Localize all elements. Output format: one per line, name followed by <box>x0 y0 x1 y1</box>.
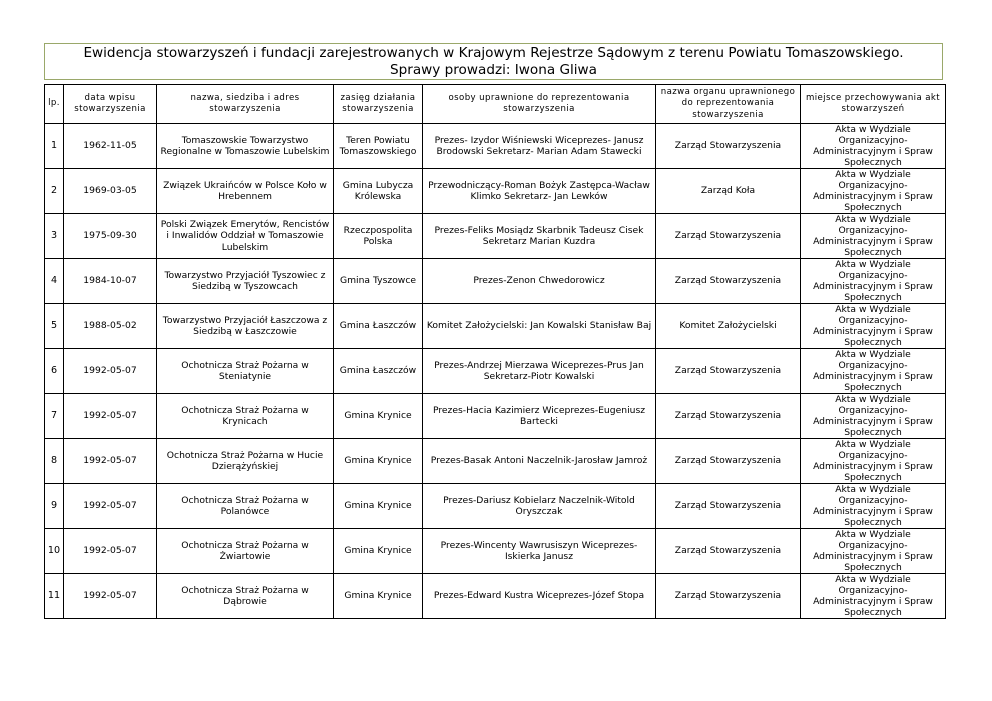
cell-scope: Gmina Krynice <box>334 484 423 529</box>
col-header-persons: osoby uprawnione do reprezentowania stowarzyszenia <box>423 85 656 124</box>
title-line-2: Sprawy prowadzi: Iwona Gliwa <box>389 62 598 78</box>
cell-persons: Prezes- Izydor Wiśniewski Wiceprezes- Janusz Brodowski Sekretarz- Marian Adam Stawecki <box>423 124 656 169</box>
cell-lp: 4 <box>45 259 64 304</box>
cell-lp: 5 <box>45 304 64 349</box>
cell-scope: Gmina Krynice <box>334 529 423 574</box>
registry-table <box>44 84 946 619</box>
cell-organ: Zarząd Koła <box>656 169 801 214</box>
cell-organ: Zarząd Stowarzyszenia <box>656 349 801 394</box>
cell-date: 1984-10-07 <box>64 259 157 304</box>
table-row <box>45 124 946 169</box>
cell-akta: Akta w Wydziale Organizacyjno-Administracyjnym i Spraw Społecznych <box>801 124 946 169</box>
table-row <box>45 439 946 484</box>
cell-persons: Prezes-Basak Antoni Naczelnik-Jarosław Jamroż <box>423 439 656 484</box>
cell-scope: Gmina Łaszczów <box>334 349 423 394</box>
table-row <box>45 529 946 574</box>
cell-akta: Akta w Wydziale Organizacyjno-Administracyjnym i Spraw Społecznych <box>801 529 946 574</box>
cell-name: Ochotnicza Straż Pożarna w Dąbrowie <box>157 574 334 619</box>
cell-persons: Prezes-Wincenty Wawrusiszyn Wiceprezes-Iskierka Janusz <box>423 529 656 574</box>
cell-organ: Zarząd Stowarzyszenia <box>656 124 801 169</box>
cell-akta: Akta w Wydziale Organizacyjno-Administracyjnym i Spraw Społecznych <box>801 574 946 619</box>
cell-persons: Prezes-Edward Kustra Wiceprezes-Józef Stopa <box>423 574 656 619</box>
cell-scope: Teren Powiatu Tomaszowskiego <box>334 124 423 169</box>
cell-organ: Zarząd Stowarzyszenia <box>656 484 801 529</box>
cell-name: Towarzystwo Przyjaciół Łaszczowa z Siedzibą w Łaszczowie <box>157 304 334 349</box>
cell-name: Ochotnicza Straż Pożarna w Steniatynie <box>157 349 334 394</box>
cell-scope: Gmina Krynice <box>334 394 423 439</box>
col-header-scope: zasięg działania stowarzyszenia <box>334 85 423 124</box>
cell-akta: Akta w Wydziale Organizacyjno-Administracyjnym i Spraw Społecznych <box>801 484 946 529</box>
cell-organ: Zarząd Stowarzyszenia <box>656 529 801 574</box>
cell-akta: Akta w Wydziale Organizacyjno-Administracyjnym i Spraw Społecznych <box>801 349 946 394</box>
cell-name: Tomaszowskie Towarzystwo Regionalne w Tomaszowie Lubelskim <box>157 124 334 169</box>
col-header-lp: lp. <box>45 85 64 124</box>
cell-name: Polski Związek Emerytów, Rencistów i Inwalidów Oddział w Tomaszowie Lubelskim <box>157 214 334 259</box>
cell-organ: Zarząd Stowarzyszenia <box>656 259 801 304</box>
cell-name: Towarzystwo Przyjaciół Tyszowiec z Siedzibą w Tyszowcach <box>157 259 334 304</box>
cell-lp: 9 <box>45 484 64 529</box>
col-header-akta: miejsce przechowywania akt stowarzyszeń <box>801 85 946 124</box>
cell-organ: Zarząd Stowarzyszenia <box>656 439 801 484</box>
col-header-date: data wpisu stowarzyszenia <box>64 85 157 124</box>
cell-persons: Prezes-Feliks Mosiądz Skarbnik Tadeusz Cisek Sekretarz Marian Kuzdra <box>423 214 656 259</box>
cell-date: 1992-05-07 <box>64 484 157 529</box>
cell-date: 1992-05-07 <box>64 529 157 574</box>
cell-lp: 1 <box>45 124 64 169</box>
table-row <box>45 394 946 439</box>
cell-lp: 6 <box>45 349 64 394</box>
cell-date: 1992-05-07 <box>64 394 157 439</box>
cell-scope: Gmina Lubycza Królewska <box>334 169 423 214</box>
cell-organ: Zarząd Stowarzyszenia <box>656 394 801 439</box>
cell-persons: Przewodniczący-Roman Bożyk Zastępca-Wacław Klimko Sekretarz- Jan Lewków <box>423 169 656 214</box>
table-row <box>45 214 946 259</box>
title-line-1: Ewidencja stowarzyszeń i fundacji zarejestrowanych w Krajowym Rejestrze Sądowym z terenu Powiatu Tomaszowskiego. <box>83 45 904 61</box>
cell-scope: Gmina Krynice <box>334 439 423 484</box>
cell-scope: Gmina Łaszczów <box>334 304 423 349</box>
cell-scope: Gmina Tyszowce <box>334 259 423 304</box>
cell-akta: Akta w Wydziale Organizacyjno-Administracyjnym i Spraw Społecznych <box>801 259 946 304</box>
cell-name: Ochotnicza Straż Pożarna w Polanówce <box>157 484 334 529</box>
cell-akta: Akta w Wydziale Organizacyjno-Administracyjnym i Spraw Społecznych <box>801 304 946 349</box>
cell-scope: Rzeczpospolita Polska <box>334 214 423 259</box>
cell-akta: Akta w Wydziale Organizacyjno-Administracyjnym i Spraw Społecznych <box>801 169 946 214</box>
cell-name: Ochotnicza Straż Pożarna w Hucie Dzierążyńskiej <box>157 439 334 484</box>
table-row <box>45 484 946 529</box>
cell-date: 1969-03-05 <box>64 169 157 214</box>
cell-lp: 8 <box>45 439 64 484</box>
cell-date: 1992-05-07 <box>64 349 157 394</box>
cell-scope: Gmina Krynice <box>334 574 423 619</box>
cell-date: 1992-05-07 <box>64 439 157 484</box>
cell-lp: 11 <box>45 574 64 619</box>
cell-persons: Prezes-Andrzej Mierzawa Wiceprezes-Prus Jan Sekretarz-Piotr Kowalski <box>423 349 656 394</box>
cell-name: Ochotnicza Straż Pożarna w Krynicach <box>157 394 334 439</box>
cell-persons: Prezes-Dariusz Kobielarz Naczelnik-Witold Oryszczak <box>423 484 656 529</box>
cell-name: Związek Ukraińców w Polsce Koło w Hrebennem <box>157 169 334 214</box>
cell-organ: Zarząd Stowarzyszenia <box>656 214 801 259</box>
cell-akta: Akta w Wydziale Organizacyjno-Administracyjnym i Spraw Społecznych <box>801 439 946 484</box>
document-title <box>44 43 943 80</box>
cell-persons: Prezes-Zenon Chwedorowicz <box>423 259 656 304</box>
cell-lp: 2 <box>45 169 64 214</box>
table-row <box>45 259 946 304</box>
cell-organ: Zarząd Stowarzyszenia <box>656 574 801 619</box>
table-row <box>45 169 946 214</box>
cell-persons: Prezes-Hacia Kazimierz Wiceprezes-Eugeniusz Bartecki <box>423 394 656 439</box>
table-row <box>45 574 946 619</box>
cell-lp: 10 <box>45 529 64 574</box>
cell-name: Ochotnicza Straż Pożarna w Żwiartowie <box>157 529 334 574</box>
table-row <box>45 349 946 394</box>
cell-date: 1988-05-02 <box>64 304 157 349</box>
table-row <box>45 304 946 349</box>
cell-lp: 3 <box>45 214 64 259</box>
table-header-row <box>45 85 946 124</box>
cell-akta: Akta w Wydziale Organizacyjno-Administracyjnym i Spraw Społecznych <box>801 214 946 259</box>
cell-persons: Komitet Założycielski: Jan Kowalski Stanisław Baj <box>423 304 656 349</box>
cell-date: 1962-11-05 <box>64 124 157 169</box>
cell-akta: Akta w Wydziale Organizacyjno-Administracyjnym i Spraw Społecznych <box>801 394 946 439</box>
cell-organ: Komitet Założycielski <box>656 304 801 349</box>
col-header-organ: nazwa organu uprawnionego do reprezentowania stowarzyszenia <box>656 85 801 124</box>
cell-date: 1992-05-07 <box>64 574 157 619</box>
cell-date: 1975-09-30 <box>64 214 157 259</box>
cell-lp: 7 <box>45 394 64 439</box>
col-header-name: nazwa, siedziba i adres stowarzyszenia <box>157 85 334 124</box>
